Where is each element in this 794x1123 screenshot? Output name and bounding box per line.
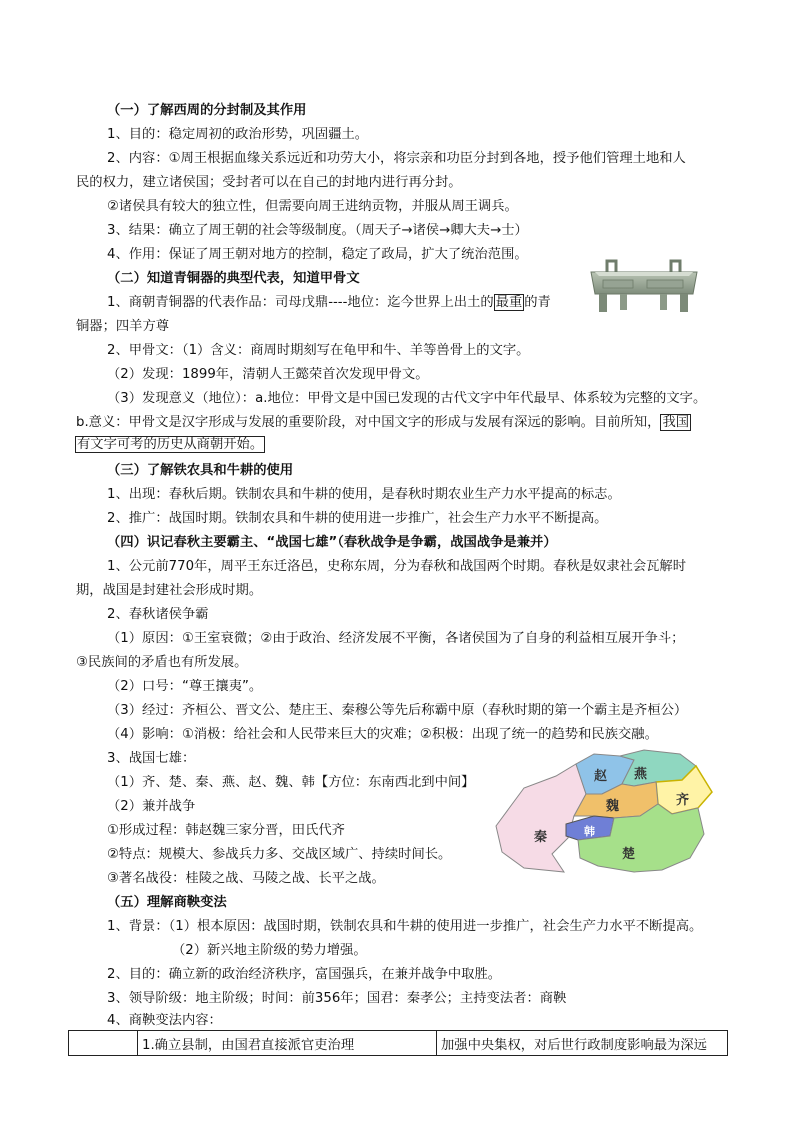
highlight-box-shang-history: 有文字可考的历史从商朝开始。: [77, 437, 264, 452]
sec5-line-2: （2）新兴地主阶级的势力增强。: [172, 943, 367, 958]
map-label-han: 韩: [584, 825, 595, 838]
highlight-box-our-country: 我国: [662, 415, 690, 430]
sec4-line-14: ③著名战役：桂陵之战、马陵之战、长平之战。: [107, 871, 385, 886]
sec5-line-3: 2、目的：确立新的政治经济秩序，富国强兵，在兼并战争中取胜。: [107, 967, 502, 982]
warring-states-map: [494, 746, 728, 876]
sec1-line-1: 1、目的：稳定周初的政治形势，巩固疆土。: [107, 127, 369, 142]
sec4-line-8: （4）影响：①消极：给社会和人民带来巨大的灾难；②积极：出现了统一的趋势和民族交融。: [107, 727, 658, 742]
map-label-qin: 秦: [534, 830, 548, 845]
sec3-line-2: 2、推广：战国时期。铁制农具和牛耕的使用进一步推广，社会生产力水平不断提高。: [107, 511, 608, 526]
sec2-line-3: 2、甲骨文：（1）含义：商周时期刻写在龟甲和牛、羊等兽骨上的文字。: [107, 343, 530, 358]
map-region-qin: [496, 764, 586, 872]
highlight-box-heaviest: 最重: [495, 295, 523, 310]
sec4-line-10: （1）齐、楚、秦、燕、赵、魏、韩【方位：东南西北到中间】: [107, 775, 475, 790]
sec1-line-3: 民的权力，建立诸侯国；受封者可以在自己的封地内进行再分封。: [76, 175, 462, 190]
bronze-ding-image: [585, 258, 703, 314]
sec2-line-7-wrap: [75, 435, 265, 455]
sec4-line-2: 期，战国是封建社会形成时期。: [76, 583, 263, 598]
section-1-title: （一）了解西周的分封制及其作用: [107, 103, 307, 118]
sec4-line-1: 1、公元前770年，周平王东迁洛邑，史称东周，分为春秋和战国两个时期。春秋是奴隶社会瓦解时: [107, 559, 687, 574]
sec4-line-3: 2、春秋诸侯争霸: [107, 607, 209, 622]
sec1-line-2: 2、内容：①周王根据血缘关系远近和功劳大小，将宗亲和功臣分封到各地，授予他们管理土地和人: [107, 151, 686, 166]
sec3-line-1: 1、出现：春秋后期。铁制农具和牛耕的使用，是春秋时期农业生产力水平提高的标志。: [107, 487, 621, 502]
sec2-line-1: [107, 293, 551, 313]
sec4-line-13: ②特点：规模大、参战兵力多、交战区域广、持续时间长。: [107, 847, 452, 862]
table-cell-category: [69, 1031, 138, 1056]
map-label-qi: 齐: [676, 793, 690, 808]
table-cell-measure: 1.确立县制，由国君直接派官吏治理: [138, 1031, 437, 1056]
sec4-line-7: （3）经过：齐桓公、晋文公、楚庄王、秦穆公等先后称霸中原（春秋时期的第一个霸主是齐桓公）: [107, 703, 688, 718]
map-label-zhao: 赵: [594, 769, 608, 784]
sec1-line-6: 4、作用：保证了周王朝对地方的控制，稳定了政局，扩大了统治范围。: [107, 247, 528, 262]
sec2-line-1-b: 的青: [524, 295, 551, 310]
sec2-line-6-a: b.意义：甲骨文是汉字形成与发展的重要阶段，对中国文字的形成与发展有深远的影响。目前所知，: [76, 415, 661, 430]
sec2-line-6: [76, 413, 691, 433]
section-2-title: （二）知道青铜器的典型代表，知道甲骨文: [107, 271, 360, 286]
sec5-line-4: 3、领导阶级：地主阶级；时间：前356年；国君：秦孝公；主持变法者：商鞅: [107, 991, 567, 1006]
sec5-line-1: 1、背景：（1）根本原因：战国时期，铁制农具和牛耕的使用进一步推广，社会生产力水平不断提高。: [107, 919, 703, 934]
sec1-line-5: 3、结果：确立了周王朝的社会等级制度。（周天子→诸侯→卿大夫→士）: [107, 223, 528, 238]
sec2-line-5: （3）发现意义（地位）：a.地位：甲骨文是中国已发现的古代文字中年代最早、体系较为完整的文字。: [107, 391, 707, 406]
map-label-chu: 楚: [622, 847, 636, 862]
reform-content-table: [68, 1030, 728, 1056]
sec1-line-4: ②诸侯具有较大的独立性，但需要向周王进纳贡物，并服从周王调兵。: [107, 199, 518, 214]
table-cell-impact: 加强中央集权，对后世行政制度影响最为深远: [437, 1031, 728, 1056]
sec5-line-5: 4、商鞅变法内容：: [107, 1013, 222, 1028]
sec4-line-12: ①形成过程：韩赵魏三家分晋，田氏代齐: [107, 823, 345, 838]
sec2-line-1-a: 1、商朝青铜器的代表作品：司母戊鼎----地位：迄今世界上出土的: [107, 295, 494, 310]
map-label-yan: 燕: [634, 767, 648, 782]
sec4-line-9: 3、战国七雄：: [107, 751, 196, 766]
sec4-line-4: （1）原因：①王室衰微；②由于政治、经济发展不平衡，各诸侯国为了自身的利益相互展开争斗；: [107, 631, 685, 646]
section-3-title: （三）了解铁农具和牛耕的使用: [107, 463, 294, 478]
sec4-line-5: ③民族间的矛盾也有所发展。: [76, 655, 248, 670]
sec2-line-2: 铜器；四羊方尊: [76, 319, 170, 334]
section-5-title: （五）理解商鞅变法: [107, 895, 227, 910]
sec4-line-6: （2）口号：“尊王攘夷”。: [107, 679, 263, 694]
sec2-line-4: （2）发现：1899年，清朝人王懿荣首次发现甲骨文。: [107, 367, 429, 382]
sec4-line-11: （2）兼并战争: [107, 799, 196, 814]
map-label-wei: 魏: [606, 799, 620, 814]
section-4-title: （四）识记春秋主要霸主、“战国七雄”（春秋战争是争霸，战国战争是兼并）: [107, 535, 557, 550]
table-row: [69, 1031, 728, 1056]
